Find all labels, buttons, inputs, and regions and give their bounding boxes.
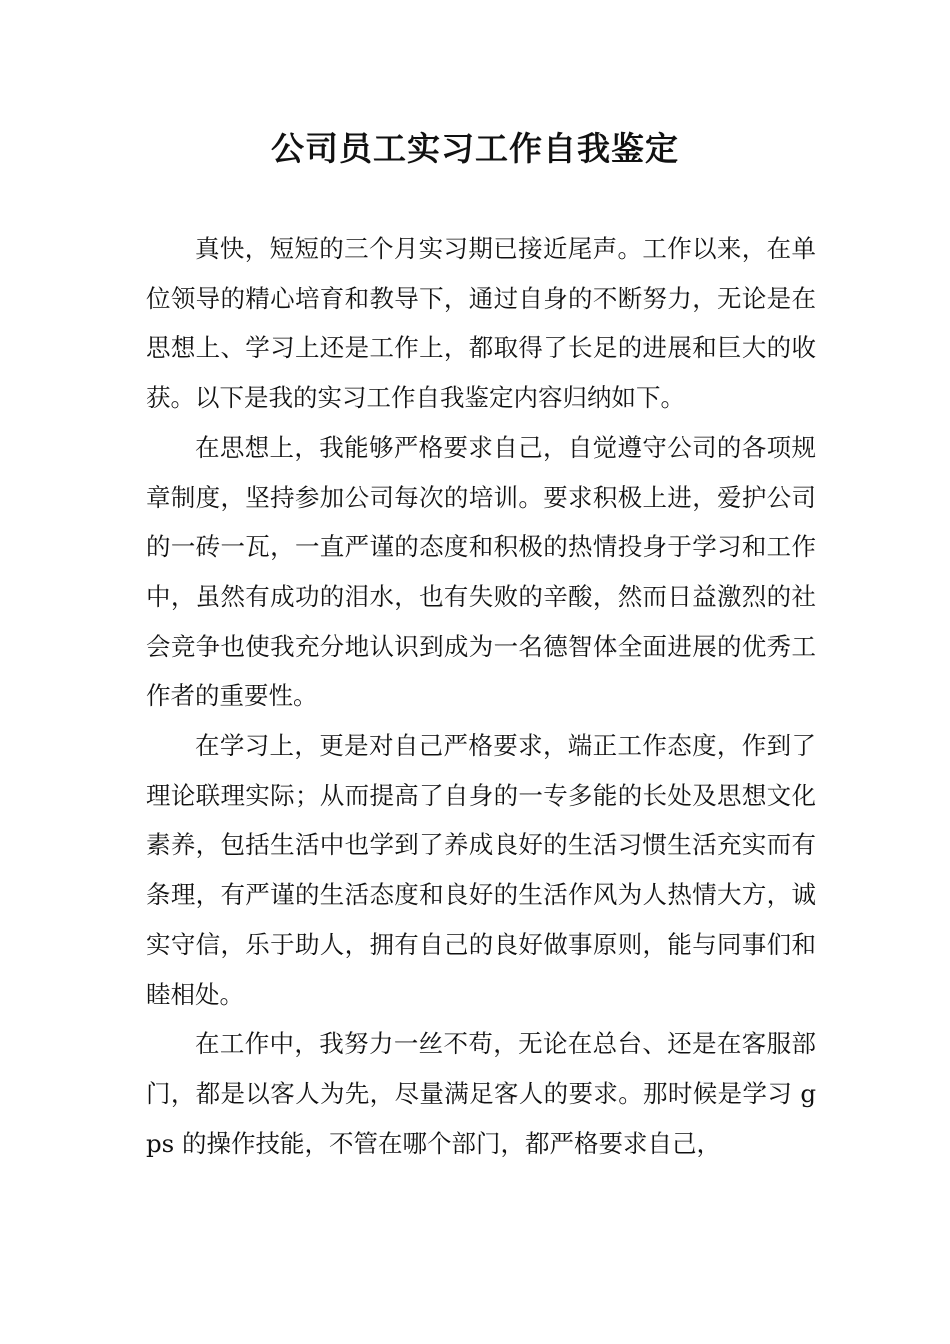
document-title: 公司员工实习工作自我鉴定 — [271, 129, 679, 168]
document-body — [146, 224, 816, 1168]
paragraph-2: 在思想上，我能够严格要求自己，自觉遵守公司的各项规章制度，坚持参加公司每次的培训。要求积极上进，爱护公司的一砖一瓦，一直严谨的态度和积极的热情投身于学习和工作中，虽然有成功的泪水，也有失败的辛酸，然而日益激烈的社会竞争也使我充分地认识到成为一名德智体全面进展的优秀工作者的重要性。 — [146, 432, 816, 711]
paragraph-4: 在工作中，我努力一丝不苟，无论在总台、还是在客服部门，都是以客人为先，尽量满足客人的要求。那时候是学习 gps 的操作技能，不管在哪个部门，都严格要求自己， — [146, 1029, 816, 1158]
paragraph-3: 在学习上，更是对自己严格要求，端正工作态度，作到了理论联理实际；从而提高了自身的一专多能的长处及思想文化素养，包括生活中也学到了养成良好的生活习惯生活充实而有条理，有严谨的生活态度和良好的生活作风为人热情大方，诚实守信，乐于助人，拥有自己的良好做事原则，能与同事们和睦相处。 — [146, 731, 816, 1009]
paragraph-1: 真快，短短的三个月实习期已接近尾声。工作以来，在单位领导的精心培育和教导下，通过自身的不断努力，无论是在思想上、学习上还是工作上，都取得了长足的进展和巨大的收获。以下是我的实习工作自我鉴定内容归纳如下。 — [146, 234, 816, 413]
